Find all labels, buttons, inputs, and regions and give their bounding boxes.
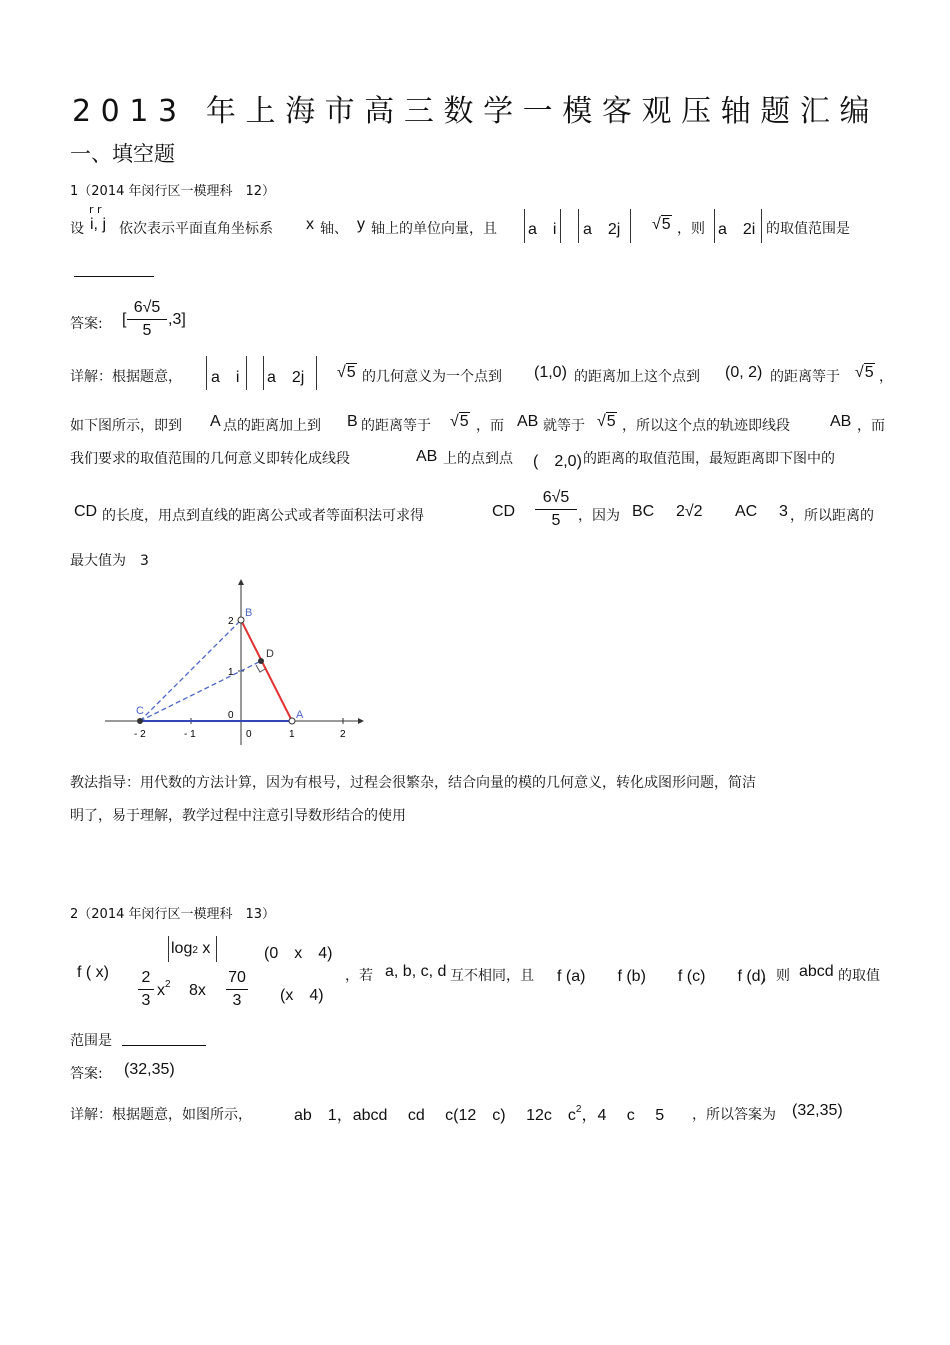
p1-line2-AB2: AB — [830, 413, 852, 430]
label-B: B — [245, 607, 253, 619]
p1-line2-text-7: ，而 — [857, 418, 885, 434]
p1-line2-text-3: 的距离等于 — [361, 418, 431, 434]
p1-line4-BC: BC — [632, 503, 655, 520]
abs-bar — [714, 209, 715, 243]
p2-abcd: abcd — [799, 963, 834, 980]
point-A — [289, 718, 295, 724]
x-axis-arrow — [358, 718, 364, 724]
p1-line3-AB: AB — [416, 448, 438, 465]
y-tick-label: 1 — [228, 667, 234, 678]
p1-expr-3: a 2i — [718, 221, 756, 238]
p1-line2-B: B — [347, 413, 358, 430]
x-tick-label: - 2 — [134, 729, 146, 740]
p1-question-text-4: ，则 — [677, 221, 705, 237]
p2-answer-label: 答案: — [70, 1066, 103, 1082]
x-tick-label: - 1 — [184, 729, 196, 740]
p1-detail-comma: ， — [879, 369, 893, 385]
answer-blank — [122, 1045, 206, 1046]
abs-bar — [578, 209, 579, 243]
p1-line2-text-1: 如下图所示，即到 — [70, 418, 182, 434]
point-B — [238, 617, 244, 623]
p1-detail-sqrt-5b: √5 — [855, 364, 874, 381]
p2-detail-expr: ab 1，abcd cd c(12 c) 12c $c^2$，4 c 5 — [294, 1104, 665, 1124]
problem-2-source: 2（2014 年闵行区一模理科 13） — [70, 907, 276, 922]
p2-equalities: f (a) f (b) f (c) f (d) — [557, 968, 766, 985]
p2-detail-label: 详解：根据题意，如图所示， — [70, 1107, 252, 1123]
p2-text-1: ，若 — [345, 968, 373, 984]
p2-answer: (32,35) — [124, 1061, 175, 1078]
p1-detail-label: 详解：根据题意， — [70, 369, 182, 385]
p1-detail-text-1: 的几何意义为一个点到 — [362, 369, 502, 385]
abs-bar — [168, 936, 169, 962]
p1-question-text-1: 依次表示平面直角坐标系 — [119, 221, 273, 237]
p1-line2-sqrt-2: √5 — [597, 413, 616, 430]
p1-question-text-3: 轴上的单位向量，且 — [371, 221, 497, 237]
abs-bar — [206, 356, 207, 390]
p2-piece-2-condition: (x 4) — [280, 987, 324, 1004]
p1-line2-text-5: 就等于 — [543, 418, 585, 434]
p1-line2-text-6: ，所以这个点的轨迹即线段 — [622, 418, 790, 434]
p2-text-2: 互不相同，且 — [450, 968, 534, 984]
p2-range-label: 范围是 — [70, 1033, 112, 1049]
p1-teaching-tip-1: 教法指导：用代数的方法计算，因为有根号，过程会很繁杂，结合向量的模的几何意义，转化成图形问题，简洁 — [70, 775, 756, 791]
abs-bar — [560, 209, 561, 243]
answer-blank — [74, 276, 154, 277]
point-D — [258, 658, 264, 664]
p2-piece-2-x: $x^2$ — [157, 979, 171, 999]
p1-line3-text-3: 的距离的取值范围，最短距离即下图中的 — [583, 451, 835, 467]
p1-line4-v1: 2√2 — [676, 503, 703, 520]
p2-fx: f ( x) — [77, 964, 109, 981]
p1-detail-expr-1: a i — [211, 369, 240, 386]
p1-detail-expr-2: a 2j — [267, 369, 305, 386]
p1-answer-label: 答案: — [70, 316, 103, 332]
p1-line4-CD: CD — [74, 503, 98, 520]
problem-1-source: 1（2014 年闵行区一模理科 12） — [70, 184, 276, 199]
p1-question-text-5: 的取值范围是 — [766, 221, 850, 237]
p1-line4-fraction: 6√5 5 — [535, 488, 577, 531]
label-C: C — [136, 705, 144, 717]
p2-piece-1: log2 x — [171, 940, 211, 957]
p2-text-3: ，则 — [762, 968, 790, 984]
abs-bar — [524, 209, 525, 243]
p1-sqrt-5: √5 — [652, 216, 671, 233]
x-tick-label: 0 — [246, 729, 252, 740]
p1-line2-text-2: 点的距离加上到 — [223, 418, 321, 434]
p1-y: y — [357, 216, 365, 233]
y-tick-label: 0 — [228, 710, 234, 721]
p1-line4-v2: 3 — [779, 503, 788, 520]
p1-line4-CD2: CD — [492, 503, 516, 520]
p1-detail-text-2: 的距离加上这个点到 — [574, 369, 700, 385]
p1-x: x — [306, 216, 314, 233]
x-tick-label: 1 — [289, 729, 295, 740]
p1-line4-AC: AC — [735, 503, 758, 520]
p1-line4-text-2: ，因为 — [578, 508, 620, 524]
p2-text-4: 的取值 — [838, 968, 880, 984]
p1-answer-fraction: 6√5 5 — [127, 298, 167, 341]
p1-point-1: (1,0) — [534, 364, 567, 381]
p1-line3-text-2: 上的点到点 — [443, 451, 513, 467]
p1-line5: 最大值为 3 — [70, 553, 149, 569]
p1-line4-text-1: 的长度，用点到直线的距离公式或者等面积法可求得 — [102, 508, 424, 524]
abs-bar — [246, 356, 247, 390]
p1-line2-A: A — [210, 413, 221, 430]
p1-vector-ij: i, j — [90, 216, 106, 233]
section-heading: 一、填空题 — [70, 142, 175, 166]
p1-point-2: (0, 2) — [725, 364, 763, 381]
p2-piece-2-8x: 8x — [189, 982, 206, 999]
p1-geometry-figure — [100, 575, 365, 750]
y-axis-arrow — [238, 579, 244, 585]
p1-line2-sqrt: √5 — [450, 413, 469, 430]
p1-line2-AB: AB — [517, 413, 539, 430]
abs-bar — [263, 356, 264, 390]
segment-CD — [140, 661, 261, 721]
abs-bar — [630, 209, 631, 243]
p2-vars: a, b, c, d — [385, 963, 447, 980]
p2-detail-answer: (32,35) — [792, 1102, 843, 1119]
p2-detail-text: ，所以答案为 — [692, 1107, 776, 1123]
p1-teaching-tip-2: 明了，易于理解，教学过程中注意引导数形结合的使用 — [70, 808, 406, 824]
p1-answer-close: ,3] — [168, 311, 186, 328]
p1-answer-open: [ — [122, 311, 127, 328]
p1-detail-sqrt-5: √5 — [337, 364, 356, 381]
p1-line3-point: ( 2,0) — [533, 453, 582, 470]
label-A: A — [296, 709, 304, 721]
label-D: D — [266, 648, 274, 660]
p2-piece-2-constant: 70 3 — [226, 968, 248, 1011]
p2-piece-2-fraction: 2 3 — [138, 968, 154, 1011]
abs-bar — [761, 209, 762, 243]
p1-expr-1: a i — [528, 221, 557, 238]
y-tick-label: 2 — [228, 616, 234, 627]
p1-question-she: 设 — [70, 221, 84, 237]
abs-bar — [316, 356, 317, 390]
page-title: 2013 年上海市高三数学一模客观压轴题汇编 — [72, 94, 880, 129]
p1-vector-arrows: r r — [89, 203, 102, 216]
x-tick-label: 2 — [340, 729, 346, 740]
segment-CB — [140, 620, 241, 721]
point-C — [137, 718, 143, 724]
p1-expr-2: a 2j — [583, 221, 621, 238]
p1-line4-text-3: ，所以距离的 — [790, 508, 874, 524]
abs-bar — [216, 936, 217, 962]
p1-question-text-2: 轴、 — [320, 221, 348, 237]
segment-AB — [241, 620, 292, 721]
p1-detail-text-3: 的距离等于 — [770, 369, 840, 385]
p2-piece-1-condition: (0 x 4) — [264, 945, 333, 962]
p1-line2-text-4: ，而 — [476, 418, 504, 434]
p1-line3-text-1: 我们要求的取值范围的几何意义即转化成线段 — [70, 451, 350, 467]
